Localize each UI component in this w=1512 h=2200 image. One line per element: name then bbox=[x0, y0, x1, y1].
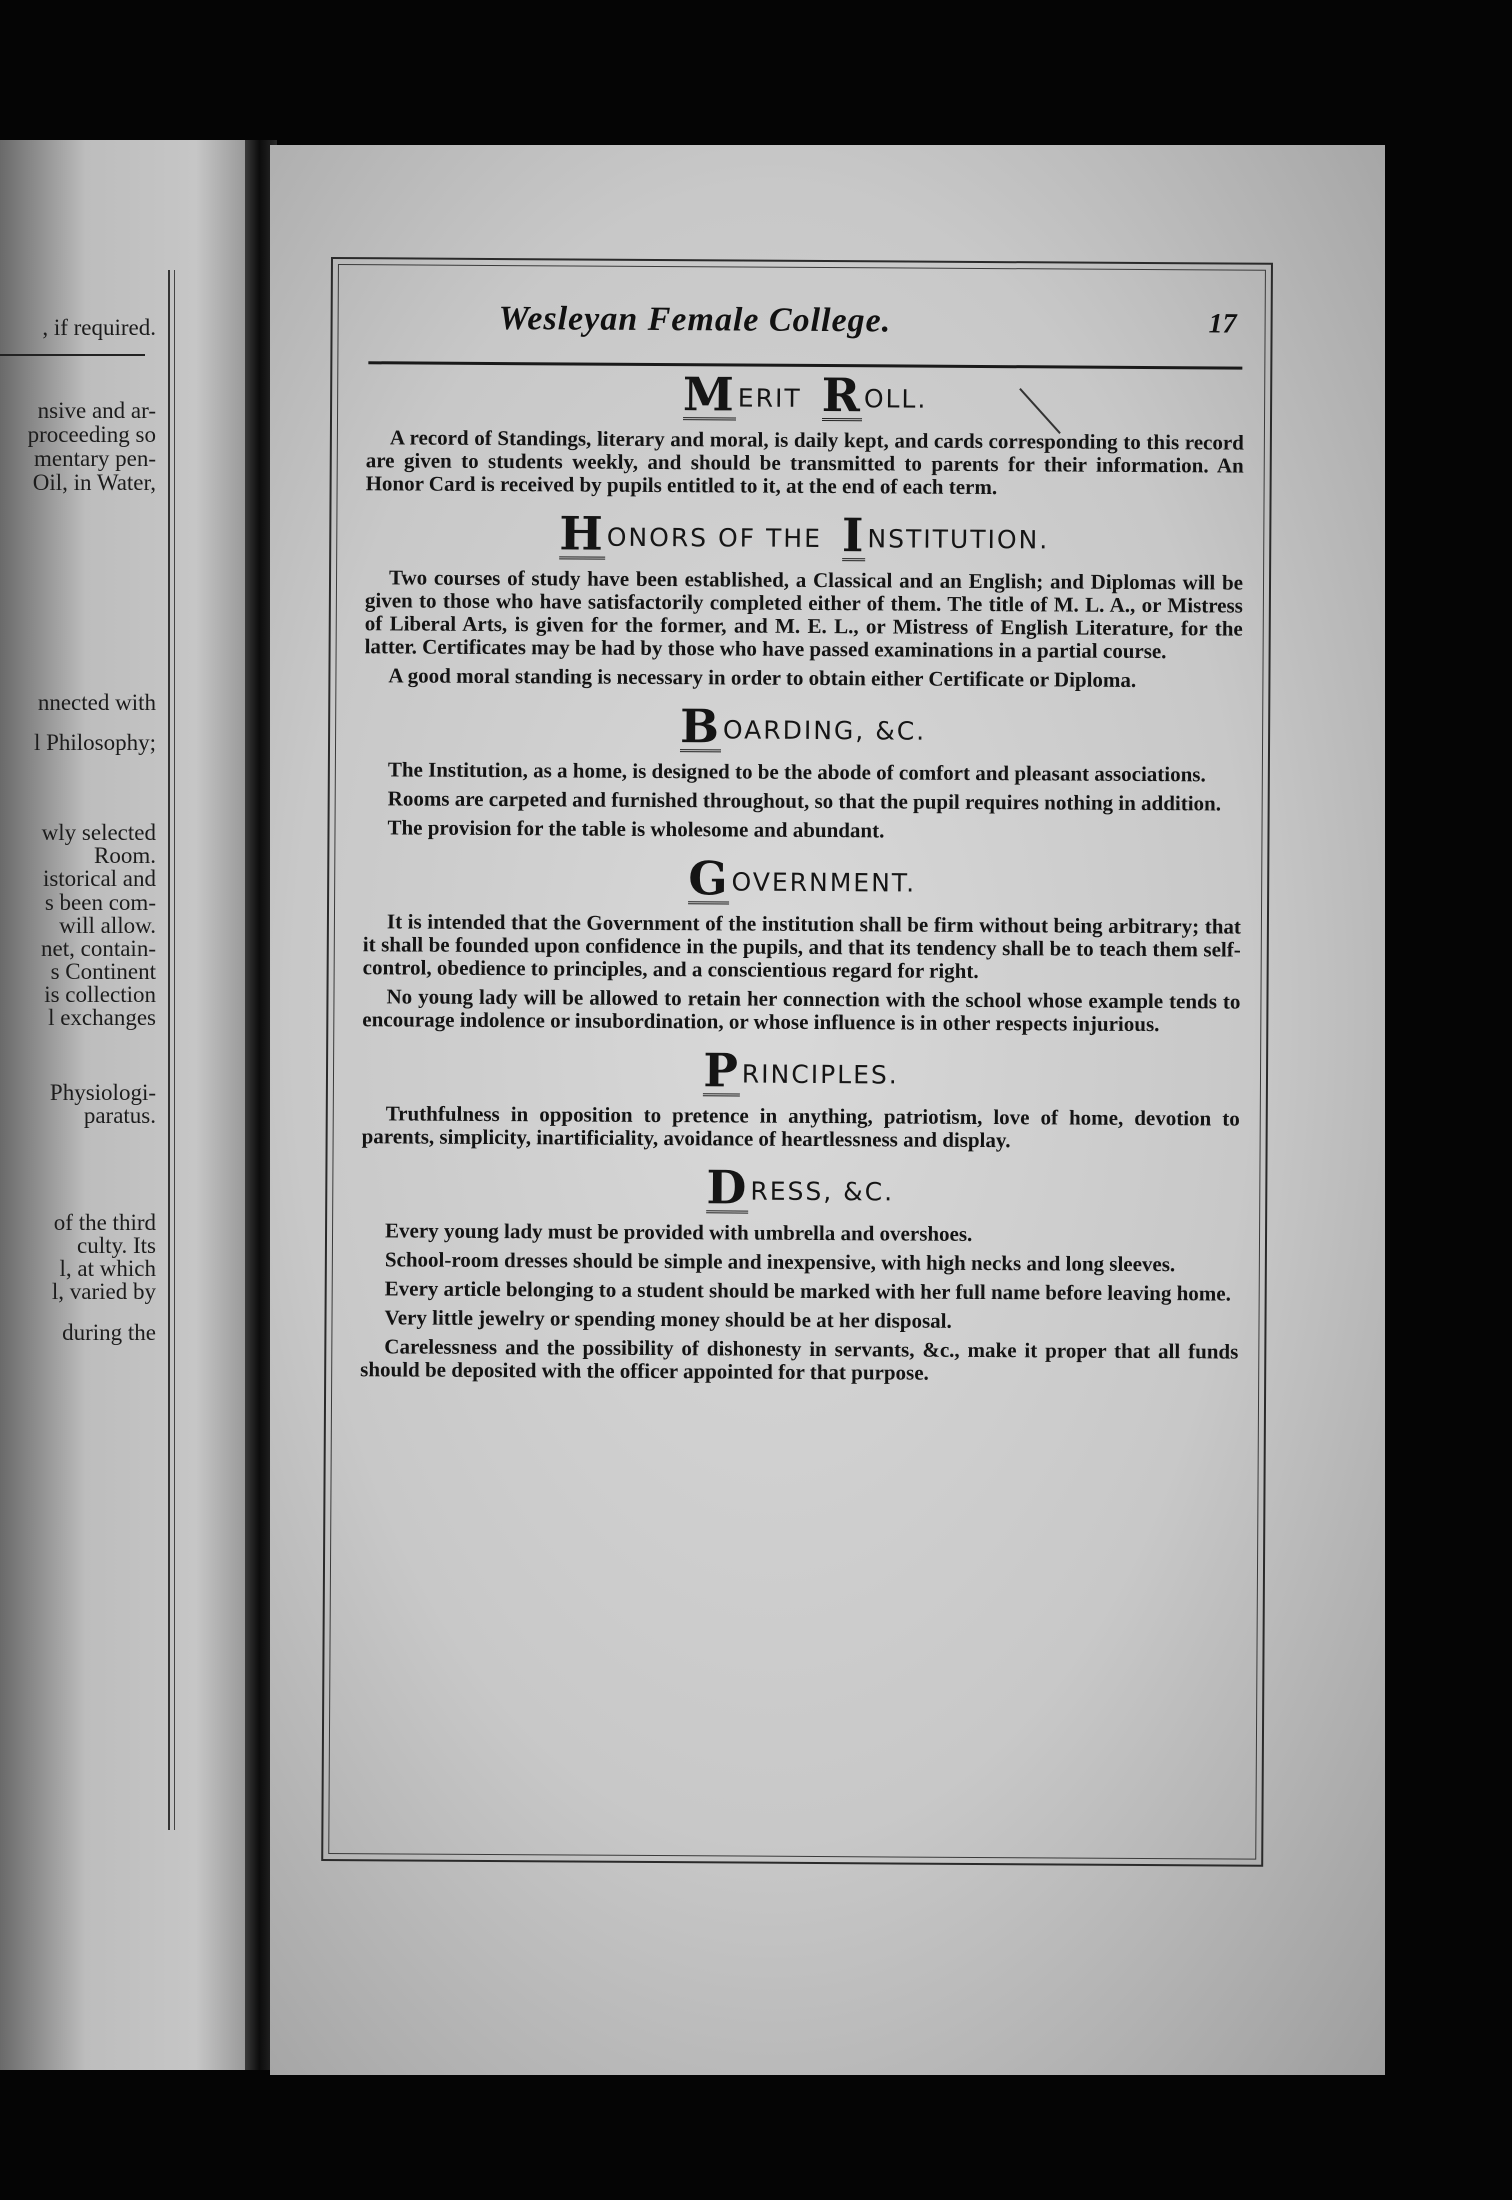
body-paragraph: Rooms are carpeted and furnished throughout, so that the pupil requires nothing in addition. bbox=[387, 786, 1222, 816]
left-page-text-fragment: Oil, in Water, bbox=[32, 470, 156, 495]
left-page-text-fragment: is collection bbox=[44, 982, 156, 1007]
heading-text: &C. bbox=[875, 716, 927, 746]
body-paragraph: Very little jewelry or spending money should be at her disposal. bbox=[384, 1305, 952, 1333]
ornamental-initial: B bbox=[679, 699, 722, 754]
document-page bbox=[270, 145, 1385, 2075]
previous-page bbox=[0, 140, 245, 2070]
heading-text: RINCIPLES. bbox=[741, 1059, 899, 1090]
left-page-text-fragment: proceeding so bbox=[27, 422, 156, 447]
body-paragraph: No young lady will be allowed to retain her connection with the school whose example tends to encourage indolence or insubordination, or whose influence is in other respects injurious. bbox=[362, 984, 1241, 1037]
heading-text: ONORS OF THE bbox=[606, 522, 823, 554]
body-paragraph: Every article belonging to a student should be marked with her full name before leaving home. bbox=[384, 1276, 1231, 1306]
left-page-text-fragment: s been com- bbox=[44, 890, 156, 915]
page-number: 17 bbox=[1208, 308, 1237, 340]
left-page-text-fragment: during the bbox=[62, 1320, 156, 1345]
left-page-text-fragment: istorical and bbox=[42, 866, 156, 891]
body-paragraph: The provision for the table is wholesome and abundant. bbox=[387, 815, 885, 843]
body-paragraph: It is intended that the Government of the institution shall be firm without being arbitrary; that it shall be founded upon confidence in the pupils, and that its tendency shall be to teach them self-control, obedience to principles, and a conscientious regard for right. bbox=[362, 909, 1242, 983]
left-page-text-fragment: Room. bbox=[94, 843, 156, 868]
running-title: Wesleyan Female College. bbox=[498, 300, 892, 340]
ornamental-initial: D bbox=[706, 1160, 749, 1215]
ornamental-initial: G bbox=[688, 851, 730, 906]
left-page-text-fragment: s Continent bbox=[50, 959, 156, 984]
section-heading bbox=[366, 369, 1244, 423]
heading-text: NSTITUTION. bbox=[867, 524, 1050, 555]
heading-text: &C. bbox=[843, 1177, 895, 1207]
left-page-text-fragment: culty. Its bbox=[77, 1233, 156, 1258]
body-paragraph: Truthfulness in opposition to pretence in anything, patriotism, love of home, devotion to parents, simplicity, inartificiality, avoidance of heartlessness and display. bbox=[361, 1101, 1240, 1153]
ornamental-initial: I bbox=[841, 508, 866, 563]
body-paragraph: School-room dresses should be simple and inexpensive, with high necks and long sleeves. bbox=[384, 1247, 1176, 1277]
left-page-text-fragment: paratus. bbox=[83, 1103, 156, 1128]
section-heading bbox=[365, 506, 1243, 563]
ornamental-initial: H bbox=[559, 506, 605, 561]
heading-text: RESS, bbox=[750, 1176, 834, 1207]
body-paragraph: Every young lady must be provided with umbrella and overshoes. bbox=[384, 1218, 973, 1246]
page-rule bbox=[0, 354, 145, 356]
heading-text: ERIT bbox=[737, 383, 802, 413]
section-heading bbox=[363, 853, 1241, 907]
ornamental-initial: M bbox=[682, 367, 737, 422]
left-page-text-fragment: nsive and ar- bbox=[37, 398, 156, 423]
section-heading bbox=[364, 701, 1242, 755]
running-head bbox=[338, 295, 1264, 351]
left-page-text-fragment: of the third bbox=[53, 1210, 156, 1235]
body-paragraph: A good moral standing is necessary in order to obtain either Certificate or Diploma. bbox=[388, 663, 1137, 692]
ornamental-initial: P bbox=[703, 1043, 741, 1098]
left-page-text-fragment: net, contain- bbox=[41, 936, 156, 961]
body-paragraph: Carelessness and the possibility of dishonesty in servants, &c., make it proper that all funds should be deposited with the officer appointed for that purpose. bbox=[360, 1334, 1239, 1385]
section-heading bbox=[362, 1045, 1240, 1099]
left-page-text-fragment: will allow. bbox=[59, 913, 156, 938]
left-page-text-fragment: l, at which bbox=[59, 1256, 156, 1281]
heading-text: OVERNMENT. bbox=[731, 867, 917, 898]
left-page-text-fragment: l Philosophy; bbox=[33, 730, 156, 755]
body-paragraph: Two courses of study have been established, a Classical and an English; and Diplomas will be given to those who have satisfactorily completed either of them. The title of M. L. A., or Mistress of Liberal Arts, is given for the former, and M. E. L., or Mistress of English Literature, for the latter. Certificates may be had by those who have passed examinations in a partial course. bbox=[364, 565, 1244, 664]
left-page-text-fragment: wly selected bbox=[41, 820, 156, 845]
body-paragraph: A record of Standings, literary and moral, is daily kept, and cards corresponding to this record are given to students weekly, and should be transmitted to parents for their information. An Honor Card is received by pupils entitled to it, at the end of each term. bbox=[365, 425, 1244, 500]
ornamental-initial: R bbox=[821, 368, 863, 423]
left-page-text-fragment: Physiologi- bbox=[49, 1080, 156, 1105]
left-page-text-fragment: l exchanges bbox=[48, 1005, 156, 1030]
body-paragraph: The Institution, as a home, is designed to be the abode of comfort and pleasant associations. bbox=[387, 757, 1206, 787]
page-content bbox=[360, 355, 1244, 1392]
section-heading bbox=[361, 1162, 1239, 1216]
left-page-text-fragment: l, varied by bbox=[51, 1279, 156, 1304]
column-rule bbox=[174, 270, 175, 1830]
left-page-text-fragment: nnected with bbox=[37, 690, 156, 715]
page-border bbox=[321, 257, 1273, 1867]
left-page-text-fragment: mentary pen- bbox=[34, 446, 156, 471]
heading-text: OARDING, bbox=[722, 715, 866, 746]
heading-text: OLL. bbox=[863, 384, 928, 414]
column-rule bbox=[168, 270, 170, 1830]
left-page-text-fragment: , if required. bbox=[42, 315, 156, 340]
